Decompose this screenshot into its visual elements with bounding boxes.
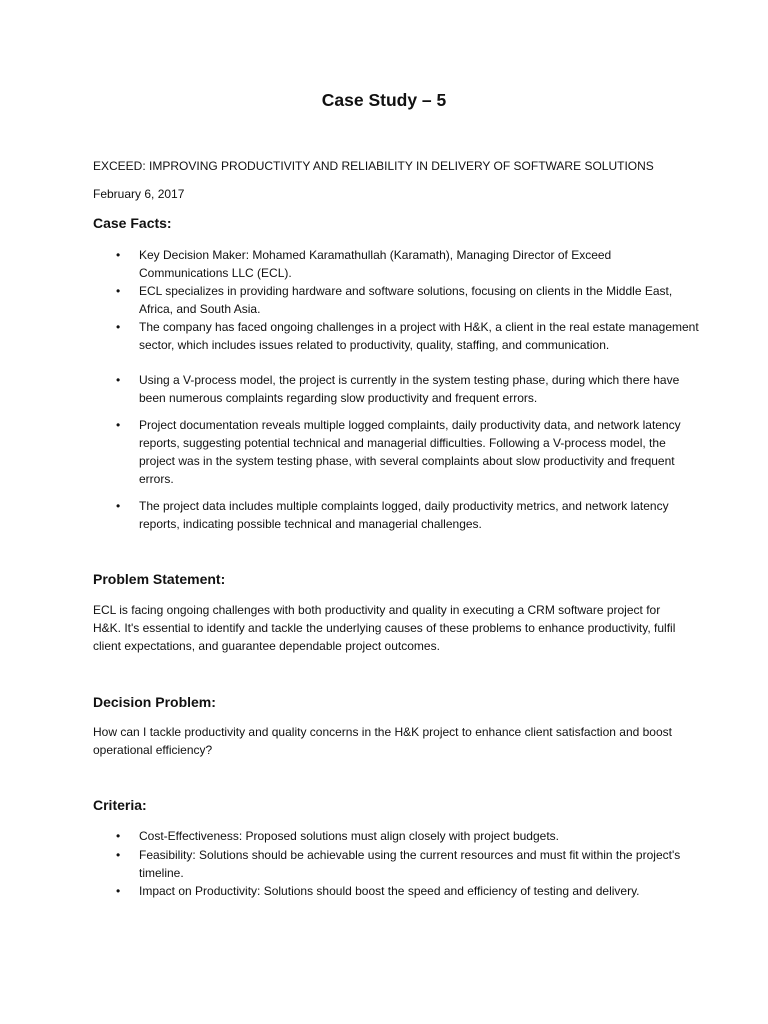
case-fact-item: Using a V-process model, the project is currently in the system testing phase, during which there have been numerous complaints regarding slow productivity and frequent errors. <box>139 373 680 405</box>
case-fact-item: The project data includes multiple complaints logged, daily productivity metrics, and network latency reports, indicating possible technical and managerial challenges. <box>139 499 669 531</box>
case-fact-item: The company has faced ongoing challenges in a project with H&K, a client in the real estate management sector, which includes issues related to productivity, quality, staffing, and communication. <box>139 320 699 352</box>
document-subtitle: EXCEED: IMPROVING PRODUCTIVITY AND RELIABILITY IN DELIVERY OF SOFTWARE SOLUTIONS <box>93 159 654 173</box>
problem-statement-heading: Problem Statement: <box>93 571 226 587</box>
bullet-marker: • <box>116 248 121 262</box>
decision-problem-heading: Decision Problem: <box>93 694 216 710</box>
bullet-marker: • <box>116 884 121 898</box>
document-date: February 6, 2017 <box>93 187 185 201</box>
bullet-marker: • <box>116 320 121 334</box>
case-fact-item: Project documentation reveals multiple logged complaints, daily productivity data, and network latency reports, suggesting potential technical and managerial difficulties. Following a V-process model, the project was in the system testing phase, with several complaints about slow productivity and frequent errors. <box>139 418 681 486</box>
criteria-item: Cost-Effectiveness: Proposed solutions must align closely with project budgets. <box>139 829 559 843</box>
bullet-marker: • <box>116 829 121 843</box>
bullet-marker: • <box>116 499 121 513</box>
decision-problem-text: How can I tackle productivity and quality concerns in the H&K project to enhance client satisfaction and boost operational efficiency? <box>93 725 672 757</box>
problem-statement-text: ECL is facing ongoing challenges with both productivity and quality in executing a CRM software project for H&K. It's essential to identify and tackle the underlying causes of these problems to enhance productivity, fulfil client expectations, and guarantee dependable project outcomes. <box>93 603 676 653</box>
case-facts-heading: Case Facts: <box>93 215 172 231</box>
bullet-marker: • <box>116 848 121 862</box>
bullet-marker: • <box>116 373 121 387</box>
criteria-heading: Criteria: <box>93 797 147 813</box>
case-fact-item: ECL specializes in providing hardware and software solutions, focusing on clients in the Middle East, Africa, and South Asia. <box>139 284 673 316</box>
case-fact-item: Key Decision Maker: Mohamed Karamathullah (Karamath), Managing Director of Exceed Communications LLC (ECL). <box>139 248 612 280</box>
page-title: Case Study – 5 <box>321 90 447 110</box>
bullet-marker: • <box>116 418 121 432</box>
criteria-item: Impact on Productivity: Solutions should boost the speed and efficiency of testing and delivery. <box>139 884 640 898</box>
criteria-item: Feasibility: Solutions should be achievable using the current resources and must fit within the project's timeline. <box>139 848 681 880</box>
bullet-marker: • <box>116 284 121 298</box>
